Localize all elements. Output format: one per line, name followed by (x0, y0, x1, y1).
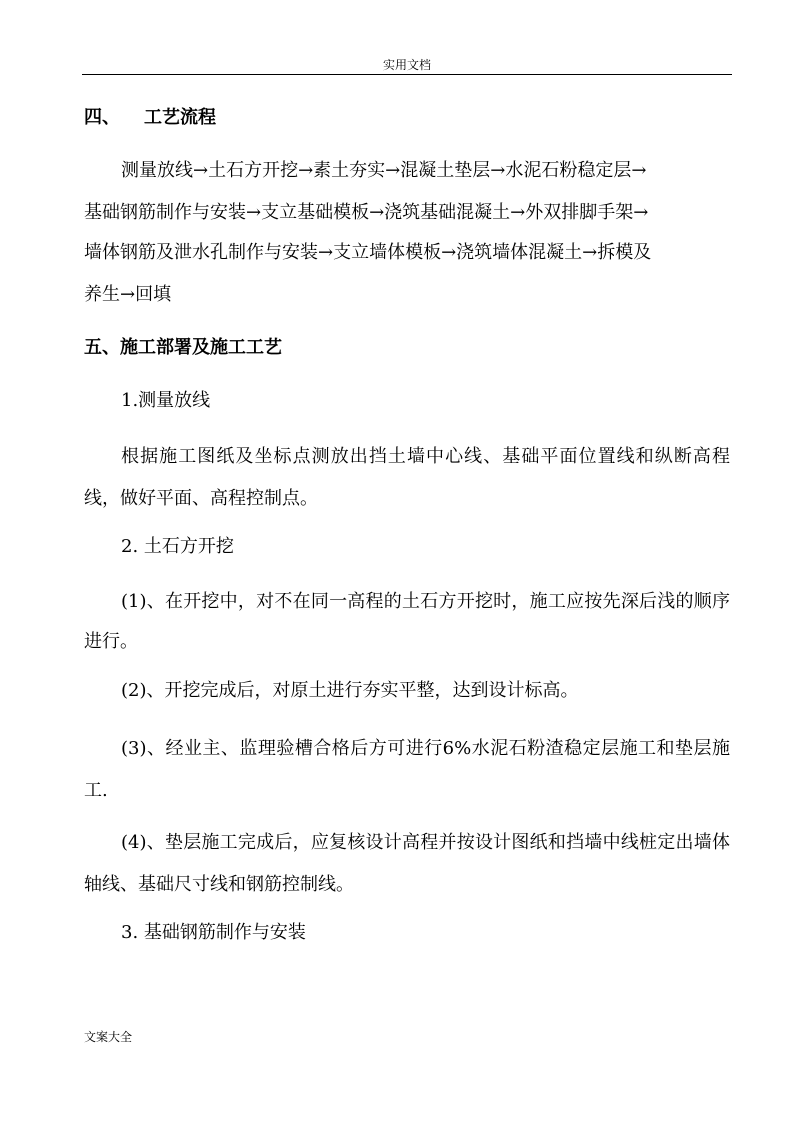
section-4-title: 工艺流程 (144, 107, 216, 128)
subsection-2-item-1: (1)、在开挖中，对不在同一高程的土石方开挖时，施工应按先深后浅的顺序进行。 (84, 591, 730, 652)
process-flow-line-1: 测量放线→土石方开挖→素土夯实→混凝土垫层→水泥石粉稳定层→ (121, 160, 647, 181)
subsection-2-item-4: (4)、垫层施工完成后，应复核设计高程并按设计图纸和挡墙中线桩定出墙体轴线、基础尺寸线和钢筋控制线。 (84, 832, 730, 895)
header-divider (82, 74, 732, 75)
process-flow-line-4: 养生→回填 (84, 284, 172, 305)
process-flow-line-2: 基础钢筋制作与安装→支立基础模板→浇筑基础混凝土→外双排脚手架→ (84, 202, 649, 223)
section-4-heading (84, 102, 216, 134)
subsection-2-item-2: (2)、开挖完成后，对原土进行夯实平整，达到设计标高。 (121, 680, 579, 701)
page-footer: 文案大全 (84, 1030, 133, 1044)
subsection-3-title: 3. 基础钢筋制作与安装 (121, 922, 306, 943)
subsection-2-item-3: (3)、经业主、监理验槽合格后方可进行6%水泥石粉渣稳定层施工和垫层施工. (84, 738, 730, 801)
page-header: 实用文档 (382, 58, 431, 72)
subsection-2-title: 2. 土石方开挖 (121, 536, 234, 557)
subsection-1-title: 1.测量放线 (121, 390, 211, 411)
section-5-heading: 五、施工部署及施工工艺 (84, 337, 282, 358)
section-4-number: 四、 (84, 107, 120, 128)
subsection-1-body: 根据施工图纸及坐标点测放出挡土墙中心线、基础平面位置线和纵断高程线，做好平面、高程控制点。 (84, 446, 730, 509)
process-flow-line-3: 墙体钢筋及泄水孔制作与安装→支立墙体模板→浇筑墙体混凝土→拆模及 (84, 242, 652, 263)
